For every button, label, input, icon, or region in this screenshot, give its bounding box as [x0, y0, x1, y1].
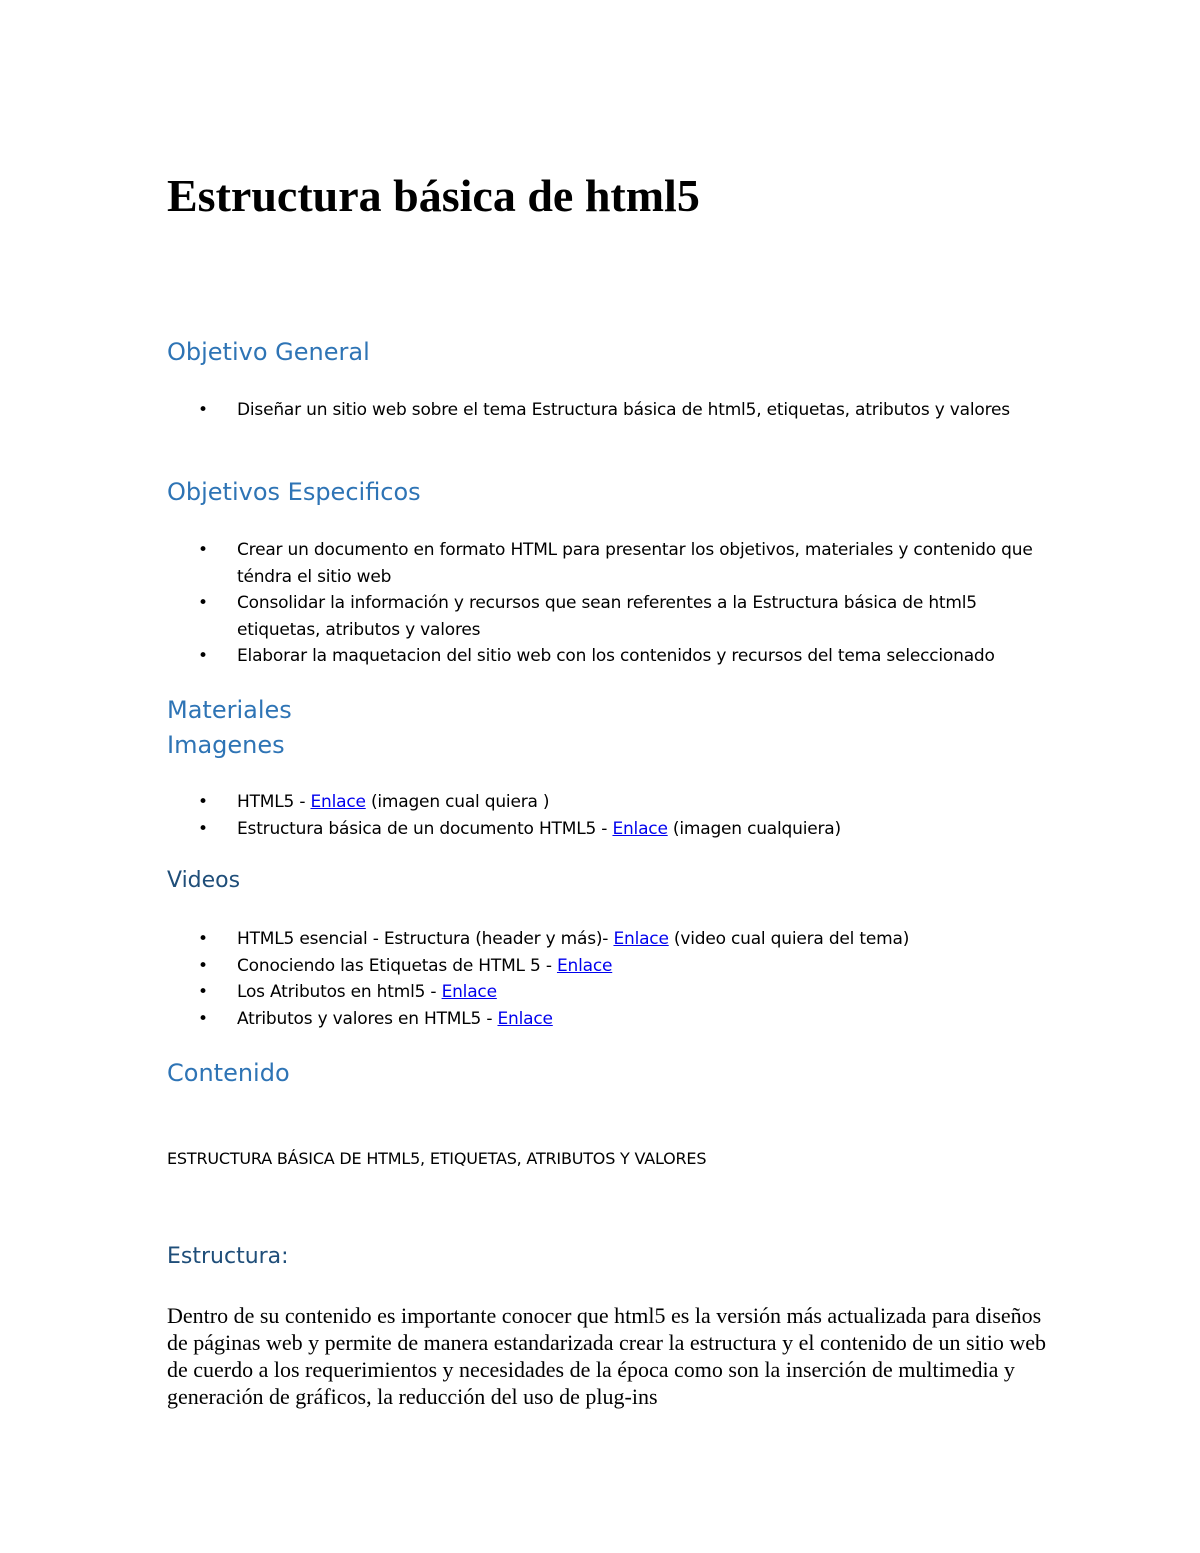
list-item [0, 643, 1037, 670]
list-item-text: Crear un documento en formato HTML para presentar los objetivos, materiales y contenido que téndra el sitio web [237, 540, 1033, 587]
list-item-text: Diseñar un sitio web sobre el tema Estructura básica de html5, etiquetas, atributos y valores [237, 400, 1010, 420]
list-item [0, 789, 1037, 816]
heading-materiales: Materiales [167, 696, 292, 724]
bullet-icon: • [198, 540, 208, 560]
list-item-text: Consolidar la información y recursos que sean referentes a la Estructura básica de html5 etiquetas, atributos y valores [237, 593, 977, 640]
list-item-text: HTML5 esencial - Estructura (header y más)- [237, 929, 614, 949]
list-item [0, 926, 1037, 953]
list-item [0, 816, 1037, 843]
heading-contenido: Contenido [167, 1059, 290, 1087]
list-item [0, 397, 1037, 424]
link-enlace[interactable]: Enlace [612, 818, 668, 839]
link-enlace[interactable]: Enlace [441, 982, 497, 1002]
link-enlace[interactable]: Enlace [556, 955, 613, 976]
heading-objetivo-general: Objetivo General [167, 338, 370, 366]
list-item-text: Estructura básica de un documento HTML5 - [237, 818, 613, 839]
heading-imagenes: Imagenes [167, 731, 285, 759]
list-objetivos-especificos [0, 537, 1037, 670]
bullet-icon: • [198, 593, 208, 613]
list-item-text: Los Atributos en html5 - [237, 982, 442, 1002]
heading-objetivos-especificos: Objetivos Especificos [167, 478, 421, 506]
link-enlace[interactable]: Enlace [613, 929, 669, 949]
bullet-icon: • [198, 982, 208, 1002]
bullet-icon: • [198, 955, 208, 976]
bullet-icon: • [198, 818, 208, 839]
link-enlace[interactable]: Enlace [497, 1008, 553, 1029]
content-caps-line: ESTRUCTURA BÁSICA DE HTML5, ETIQUETAS, ATRIBUTOS Y VALORES [167, 1149, 707, 1168]
list-objetivo-general [0, 397, 1037, 424]
list-videos [0, 926, 1037, 1032]
estructura-paragraph: Dentro de su contenido es importante conocer que html5 es la versión más actualizada para diseños de páginas web y permite de manera estandarizada crear la estructura y el contenido de un sitio web de cuerdo a los requerimientos y necesidades de la época como son la inserción de multimedia y generación de gráficos, la reducción del uso de plug-ins [167, 1303, 1047, 1409]
list-item [0, 1006, 1037, 1033]
list-item [0, 590, 1037, 643]
list-item-text: Atributos y valores en HTML5 - [237, 1008, 498, 1029]
link-enlace[interactable]: Enlace [310, 792, 366, 812]
bullet-icon: • [198, 646, 208, 666]
heading-estructura: Estructura: [167, 1244, 289, 1269]
list-imagenes [0, 789, 1037, 842]
list-item-text: HTML5 - [237, 792, 311, 812]
page-title: Estructura básica de html5 [167, 170, 700, 221]
bullet-icon: • [198, 792, 208, 812]
list-item-text: Elaborar la maquetacion del sitio web con los contenidos y recursos del tema seleccionado [237, 646, 995, 666]
bullet-icon: • [198, 929, 208, 949]
list-item-suffix: (imagen cualquiera) [667, 818, 841, 839]
list-item [0, 979, 1037, 1006]
bullet-icon: • [198, 400, 208, 420]
list-item-text: Conociendo las Etiquetas de HTML 5 - [237, 955, 557, 976]
list-item [0, 537, 1037, 590]
list-item-suffix: (imagen cual quiera ) [365, 792, 550, 812]
list-item [0, 953, 1037, 980]
list-item-suffix: (video cual quiera del tema) [668, 929, 910, 949]
bullet-icon: • [198, 1008, 208, 1029]
heading-videos: Videos [167, 868, 241, 893]
